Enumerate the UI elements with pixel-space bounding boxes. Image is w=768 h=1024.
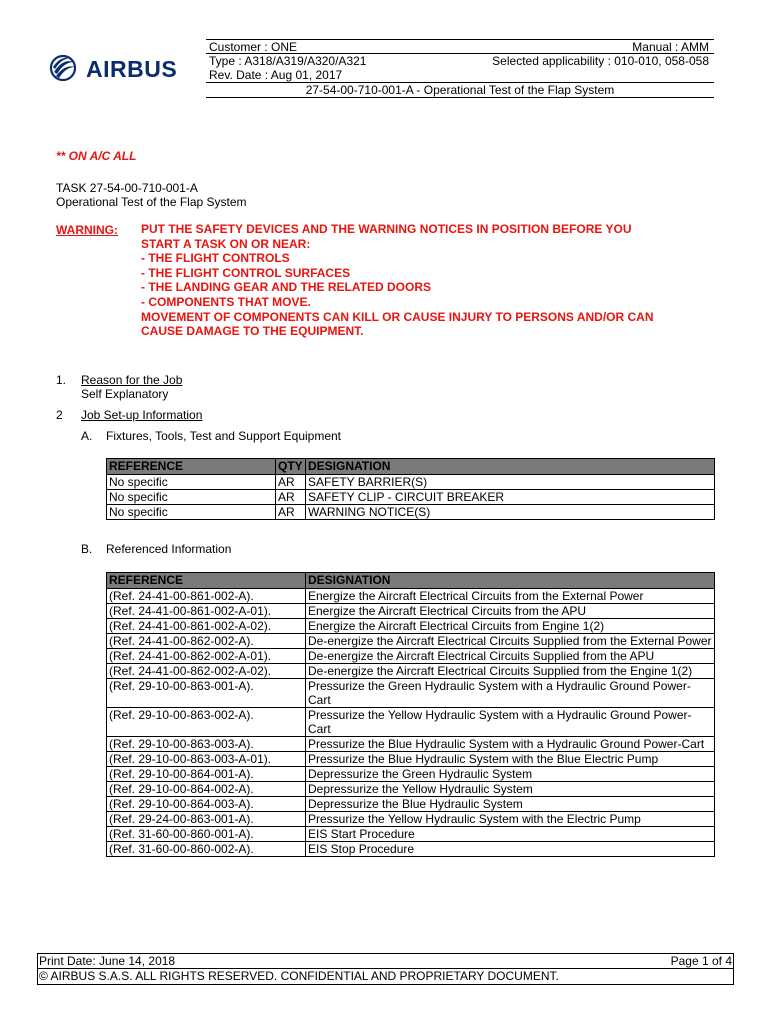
header-manual: Manual : AMM	[632, 40, 709, 54]
table-cell: Energize the Aircraft Electrical Circuits from the External Power	[306, 589, 715, 604]
warning-label: WARNING:	[56, 223, 118, 237]
column-header: QTY	[276, 459, 306, 475]
tools-table-header	[107, 459, 715, 475]
table-cell: AR	[276, 475, 306, 490]
warning-line: - THE FLIGHT CONTROLS	[141, 251, 290, 266]
table-row	[107, 604, 715, 619]
subsection-a-title: Fixtures, Tools, Test and Support Equipment	[106, 429, 342, 443]
column-header: DESIGNATION	[306, 459, 715, 475]
header-customer: Customer : ONE	[209, 40, 298, 54]
warning-line: - COMPONENTS THAT MOVE.	[141, 294, 311, 309]
table-cell: (Ref. 24-41-00-861-002-A-01).	[107, 604, 306, 619]
table-cell: Energize the Aircraft Electrical Circuits from the APU	[306, 604, 715, 619]
table-row	[107, 827, 715, 842]
table-row	[107, 475, 715, 490]
table-cell: WARNING NOTICE(S)	[306, 505, 715, 520]
table-cell: (Ref. 24-41-00-862-002-A-01).	[107, 649, 306, 664]
table-row	[107, 767, 715, 782]
table-cell: (Ref. 29-10-00-864-001-A).	[107, 767, 306, 782]
header-task-title: 27-54-00-710-001-A - Operational Test of the Flap System	[305, 83, 615, 97]
table-row	[107, 490, 715, 505]
warning-text	[141, 222, 721, 339]
table-cell: (Ref. 24-41-00-862-002-A).	[107, 634, 306, 649]
table-cell: EIS Stop Procedure	[306, 842, 715, 857]
table-cell: (Ref. 29-10-00-863-002-A).	[107, 708, 306, 737]
subsection-a-number: A.	[81, 429, 93, 443]
table-row	[107, 797, 715, 812]
section-2-number: 2	[56, 408, 63, 422]
table-cell: Pressurize the Green Hydraulic System with a Hydraulic Ground Power-Cart	[306, 679, 715, 708]
task-title: Operational Test of the Flap System	[56, 195, 247, 209]
table-cell: SAFETY BARRIER(S)	[306, 475, 715, 490]
table-cell: No specific	[107, 490, 276, 505]
section-1-body: Self Explanatory	[81, 387, 169, 401]
section-1-title: Reason for the Job	[81, 373, 183, 387]
footer-page-number: Page 1 of 4	[670, 954, 732, 968]
header-rule-bottom	[206, 97, 714, 98]
table-cell: Depressurize the Blue Hydraulic System	[306, 797, 715, 812]
table-cell: Pressurize the Blue Hydraulic System with a Hydraulic Ground Power-Cart	[306, 737, 715, 752]
table-row	[107, 782, 715, 797]
table-cell: EIS Start Procedure	[306, 827, 715, 842]
table-cell: No specific	[107, 475, 276, 490]
footer-copyright: © AIRBUS S.A.S. ALL RIGHTS RESERVED. CONFIDENTIAL AND PROPRIETARY DOCUMENT.	[39, 969, 559, 983]
table-cell: Pressurize the Blue Hydraulic System with the Blue Electric Pump	[306, 752, 715, 767]
table-row	[107, 634, 715, 649]
header-type: Type : A318/A319/A320/A321	[209, 54, 367, 68]
table-cell: No specific	[107, 505, 276, 520]
warning-line: PUT THE SAFETY DEVICES AND THE WARNING NOTICES IN POSITION BEFORE YOU	[141, 222, 632, 236]
table-row	[107, 589, 715, 604]
logo-wordmark: AIRBUS	[86, 56, 178, 82]
table-row	[107, 812, 715, 827]
table-cell: (Ref. 24-41-00-861-002-A).	[107, 589, 306, 604]
column-header: REFERENCE	[107, 573, 306, 589]
column-header: DESIGNATION	[306, 573, 715, 589]
warning-line: START A TASK ON OR NEAR:	[141, 236, 311, 251]
ref-table-header	[107, 573, 715, 589]
warning-line: CAUSE DAMAGE TO THE EQUIPMENT.	[141, 324, 364, 339]
table-row	[107, 649, 715, 664]
section-1-number: 1.	[56, 373, 67, 387]
footer-print-date: Print Date: June 14, 2018	[39, 954, 176, 968]
effectivity: ** ON A/C ALL	[56, 149, 137, 163]
table-cell: De-energize the Aircraft Electrical Circuits Supplied from the APU	[306, 649, 715, 664]
section-2-title: Job Set-up Information	[81, 408, 203, 422]
table-row	[107, 752, 715, 767]
table-cell: Pressurize the Yellow Hydraulic System with a Hydraulic Ground Power-Cart	[306, 708, 715, 737]
table-row	[107, 708, 715, 737]
footer-rule-left	[37, 953, 38, 984]
table-cell: (Ref. 24-41-00-861-002-A-02).	[107, 619, 306, 634]
table-cell: Energize the Aircraft Electrical Circuits from Engine 1(2)	[306, 619, 715, 634]
table-cell: Depressurize the Yellow Hydraulic System	[306, 782, 715, 797]
subsection-b-title: Referenced Information	[106, 542, 232, 556]
table-cell: (Ref. 31-60-00-860-001-A).	[107, 827, 306, 842]
table-cell: (Ref. 29-10-00-863-001-A).	[107, 679, 306, 708]
tools-table	[106, 458, 715, 520]
subsection-b-number: B.	[81, 542, 93, 556]
warning-line: - THE FLIGHT CONTROL SURFACES	[141, 265, 351, 280]
table-row	[107, 737, 715, 752]
table-cell: (Ref. 24-41-00-862-002-A-02).	[107, 664, 306, 679]
table-cell: (Ref. 29-10-00-863-003-A).	[107, 737, 306, 752]
table-cell: AR	[276, 490, 306, 505]
table-cell: (Ref. 29-10-00-864-003-A).	[107, 797, 306, 812]
table-cell: De-energize the Aircraft Electrical Circuits Supplied from the Engine 1(2)	[306, 664, 715, 679]
table-cell: AR	[276, 505, 306, 520]
table-row	[107, 679, 715, 708]
airbus-logo-icon	[48, 52, 198, 84]
table-cell: (Ref. 29-10-00-864-002-A).	[107, 782, 306, 797]
airbus-logo	[48, 52, 198, 84]
table-cell: (Ref. 31-60-00-860-002-A).	[107, 842, 306, 857]
footer-rule-right	[733, 953, 734, 984]
header-rev-date: Rev. Date : Aug 01, 2017	[209, 68, 343, 82]
table-cell: Pressurize the Yellow Hydraulic System with the Electric Pump	[306, 812, 715, 827]
table-row	[107, 842, 715, 857]
referenced-info-table	[106, 572, 715, 857]
column-header: REFERENCE	[107, 459, 276, 475]
table-cell: SAFETY CLIP - CIRCUIT BREAKER	[306, 490, 715, 505]
warning-line: - THE LANDING GEAR AND THE RELATED DOORS	[141, 280, 431, 295]
task-number: TASK 27-54-00-710-001-A	[56, 181, 198, 195]
warning-line: MOVEMENT OF COMPONENTS CAN KILL OR CAUSE INJURY TO PERSONS AND/OR CAN	[141, 309, 654, 324]
table-cell: De-energize the Aircraft Electrical Circuits Supplied from the External Power	[306, 634, 715, 649]
table-row	[107, 664, 715, 679]
table-cell: (Ref. 29-24-00-863-001-A).	[107, 812, 306, 827]
footer-rule-bottom	[37, 984, 734, 985]
table-cell: Depressurize the Green Hydraulic System	[306, 767, 715, 782]
table-row	[107, 505, 715, 520]
header-applicability: Selected applicability : 010-010, 058-058	[492, 54, 709, 68]
table-cell: (Ref. 29-10-00-863-003-A-01).	[107, 752, 306, 767]
table-row	[107, 619, 715, 634]
